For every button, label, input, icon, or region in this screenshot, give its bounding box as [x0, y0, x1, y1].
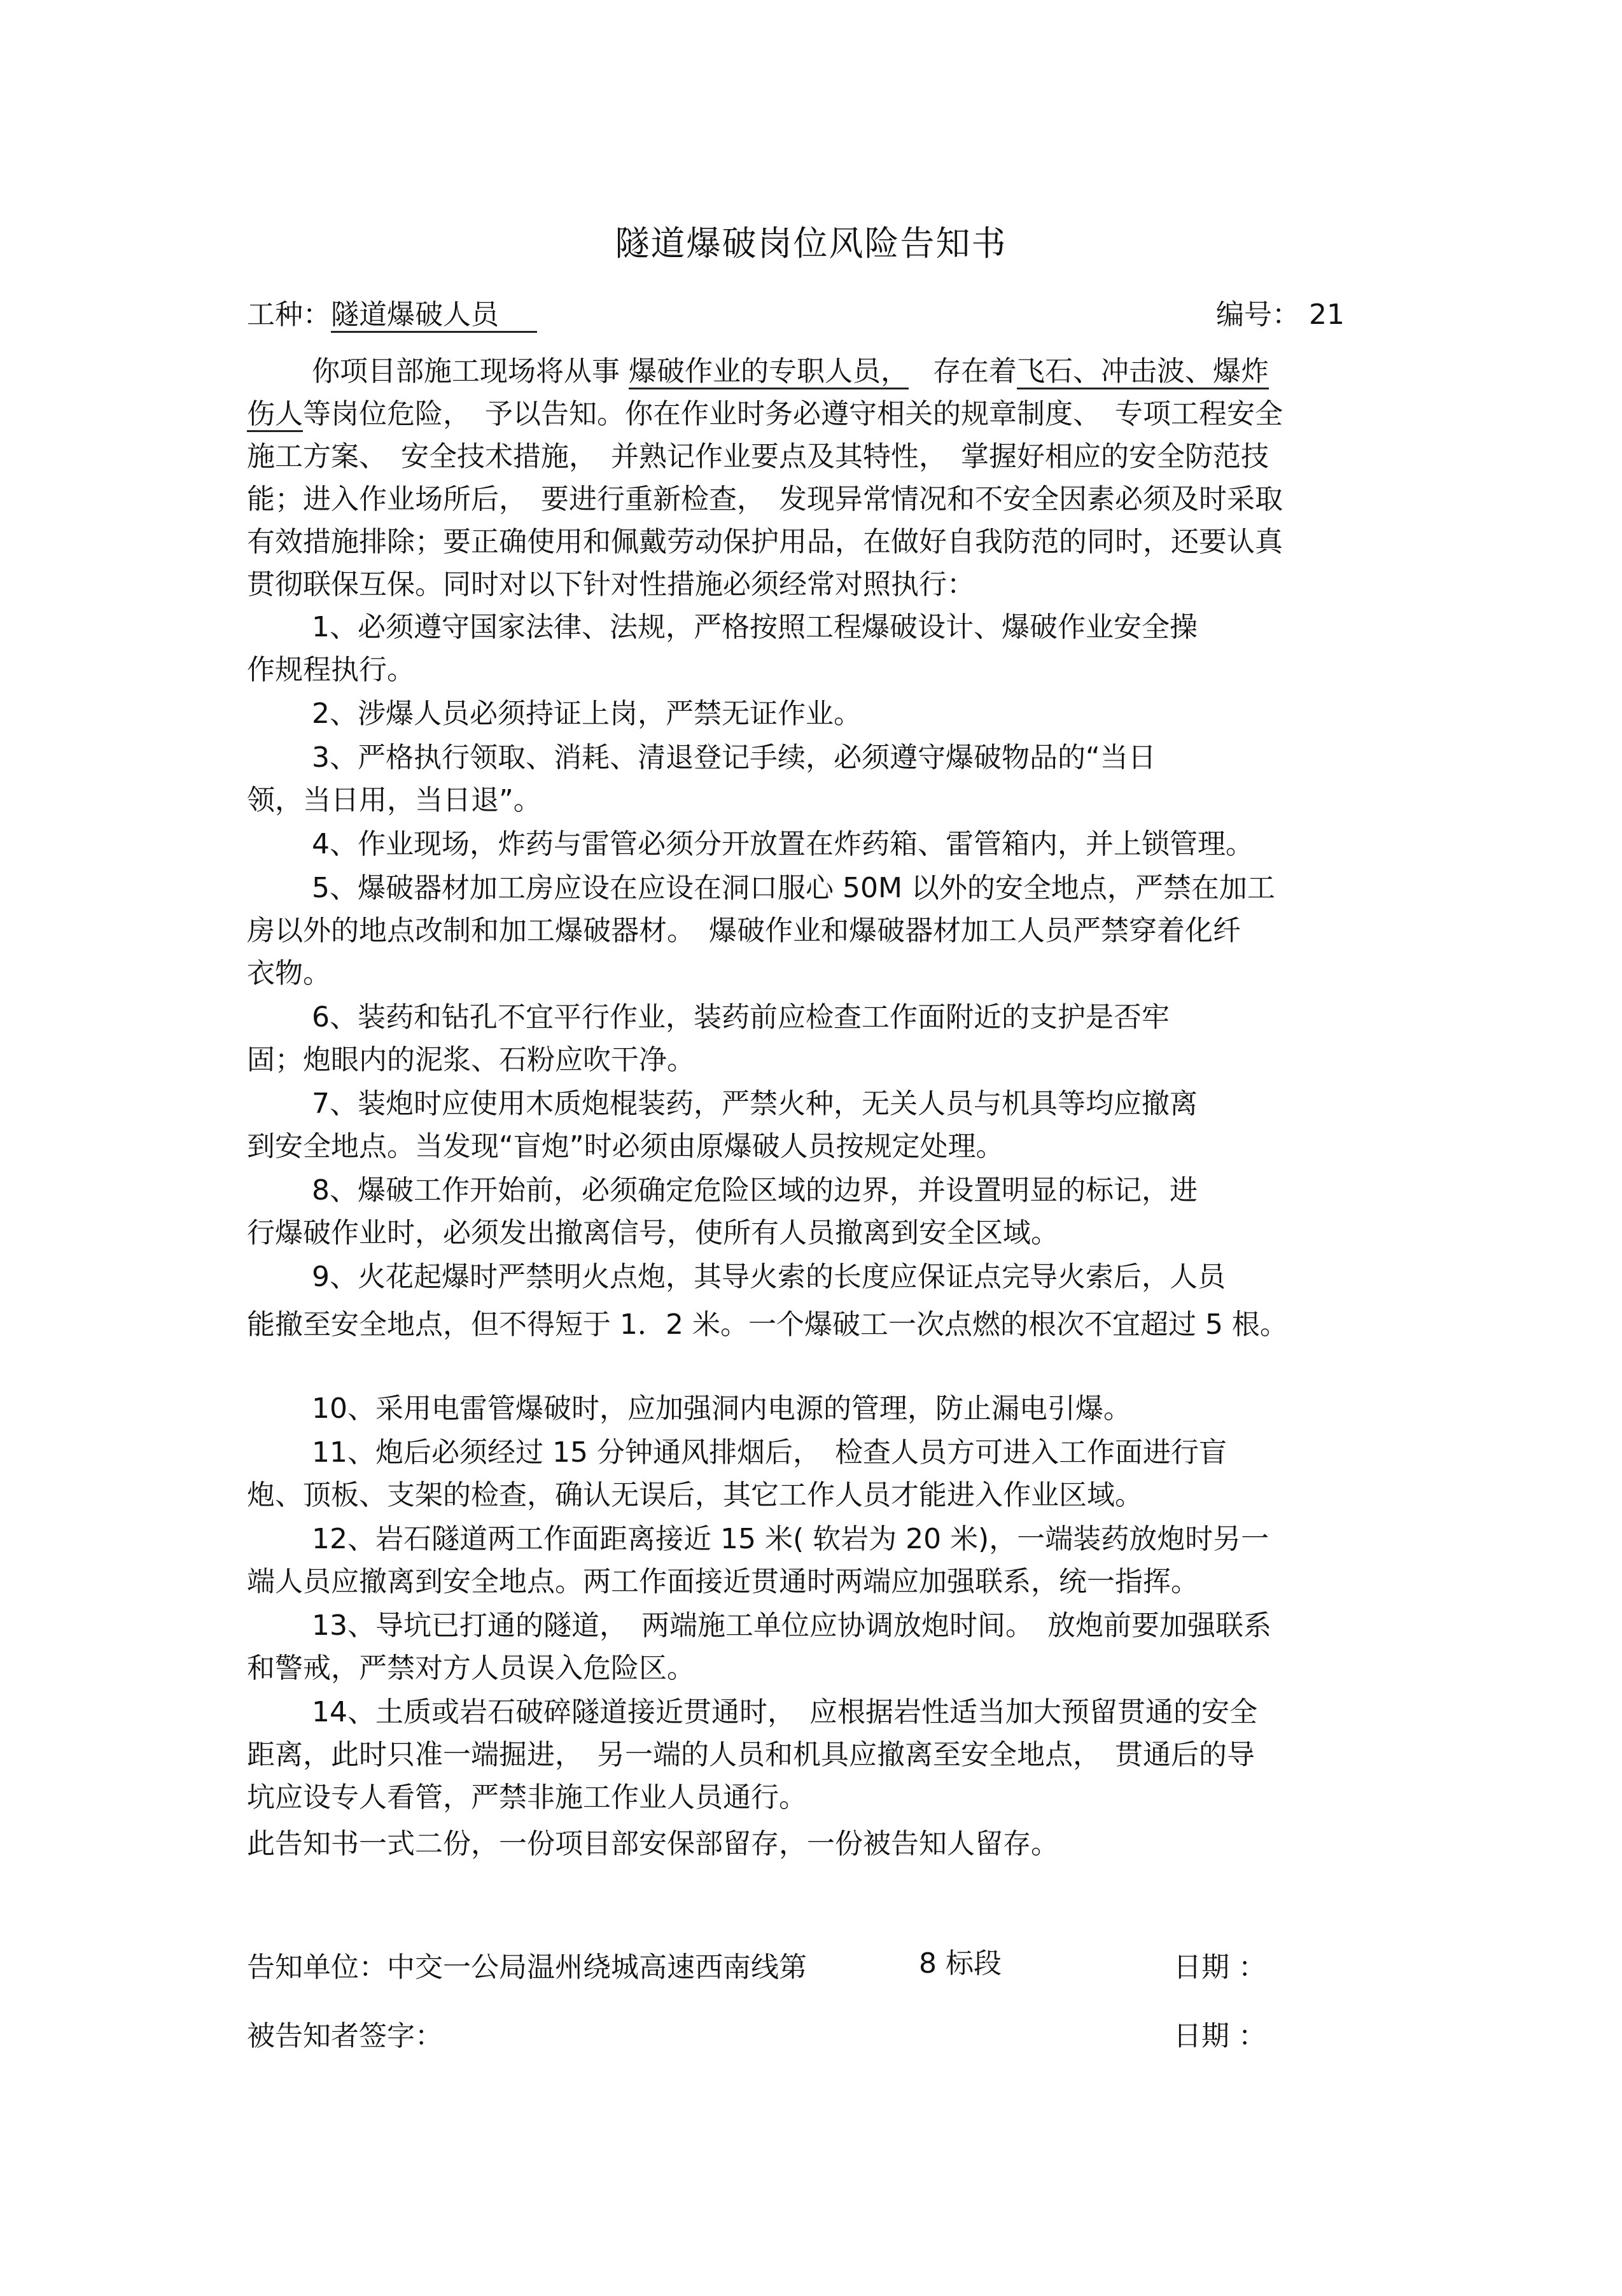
intro-text: 存在着	[933, 355, 1017, 388]
number-label: 编号：	[1216, 298, 1300, 331]
item-5-line-3: 衣物。	[247, 957, 331, 990]
item-8-line-1: 8、爆破工作开始前，必须确定危险区域的边界，并设置明显的标记，进	[312, 1174, 1198, 1207]
item-9-line-1: 9、火花起爆时严禁明火点炮，其导火索的长度应保证点完导火索后，人员	[312, 1261, 1226, 1293]
notifying-unit-row	[247, 1949, 1380, 1987]
item-7-line-1: 7、装炮时应使用木质炮棍装药，严禁火种，无关人员与机具等均应撤离	[312, 1088, 1198, 1120]
item-3-line-1: 3、严格执行领取、消耗、清退登记手续，必须遵守爆破物品的“当日	[312, 741, 1156, 774]
item-8-line-2: 行爆破作业时，必须发出撤离信号，使所有人员撤离到安全区域。	[247, 1217, 1059, 1249]
hazard-underlined: 伤人	[247, 398, 303, 432]
job-label: 工种：	[247, 298, 331, 331]
number-field	[1216, 296, 1345, 334]
item-13-line-1: 13、导坑已打通的隧道， 两端施工单位应协调放炮时间。 放炮前要加强联系	[312, 1609, 1271, 1642]
date-label-2: 日期 ：	[1173, 2020, 1266, 2052]
date-label-1: 日期 ：	[1173, 1951, 1266, 1984]
item-10-line-1: 10、采用电雷管爆破时，应加强洞内电源的管理，防止漏电引爆。	[312, 1392, 1131, 1425]
item-6-line-1: 6、装药和钻孔不宜平行作业，装药前应检查工作面附近的支护是否牢	[312, 1001, 1170, 1033]
intro-text: 等岗位危险， 予以告知。你在作业时务必遵守相关的规章制度、 专项工程安全	[303, 398, 1283, 430]
intro-line-5: 有效措施排除；要正确使用和佩戴劳动保护用品，在做好自我防范的同时，还要认真	[247, 526, 1283, 558]
intro-line-3: 施工方案、 安全技术措施， 并熟记作业要点及其特性， 掌握好相应的安全防范技	[247, 440, 1269, 473]
notifying-unit-label: 告知单位：中交一公局温州绕城高速西南线第	[247, 1951, 807, 1984]
item-14-line-3: 坑应设专人看管，严禁非施工作业人员通行。	[247, 1781, 807, 1814]
signer-label: 被告知者签字：	[247, 2020, 443, 2052]
item-12-line-1: 12、岩石隧道两工作面距离接近 15 米( 软岩为 20 米)，一端装药放炮时另一	[312, 1523, 1269, 1555]
item-7-line-2: 到安全地点。当发现“盲炮”时必须由原爆破人员按规定处理。	[247, 1130, 1004, 1163]
job-type-underlined: 爆破作业的专职人员，	[629, 355, 909, 389]
item-12-line-2: 端人员应撤离到安全地点。两工作面接近贯通时两端应加强联系，统一指挥。	[247, 1565, 1199, 1598]
item-1-line-1: 1、必须遵守国家法律、法规，严格按照工程爆破设计、爆破作业安全操	[312, 611, 1198, 643]
item-11-line-2: 炮、顶板、支架的检查，确认无误后，其它工作人员才能进入作业区域。	[247, 1479, 1143, 1511]
header-row	[247, 296, 1380, 334]
item-11-line-1: 11、炮后必须经过 15 分钟通风排烟后， 检查人员方可进入工作面进行盲	[312, 1436, 1227, 1469]
item-5-line-1: 5、爆破器材加工房应设在应设在洞口服心 50M 以外的安全地点，严禁在加工	[312, 872, 1275, 904]
item-13-line-2: 和警戒，严禁对方人员误入危险区。	[247, 1652, 695, 1684]
intro-line-2	[247, 395, 1283, 433]
document-title: 隧道爆破岗位风险告知书	[615, 223, 1007, 263]
number-value: 21	[1309, 298, 1345, 331]
signer-row	[247, 2017, 1380, 2055]
hazard-underlined: 飞石、冲击波、爆炸	[1017, 355, 1269, 389]
item-3-line-2: 领，当日用，当日退”。	[247, 784, 542, 816]
intro-text: 你项目部施工现场将从事	[312, 355, 620, 388]
intro-line-1	[312, 353, 1269, 391]
job-value: 隧道爆破人员	[331, 298, 537, 333]
item-4-line-1: 4、作业现场，炸药与雷管必须分开放置在炸药箱、雷管箱内，并上锁管理。	[312, 828, 1254, 860]
item-6-line-2: 固；炮眼内的泥浆、石粉应吹干净。	[247, 1044, 695, 1076]
item-14-line-1: 14、土质或岩石破碎隧道接近贯通时， 应根据岩性适当加大预留贯通的安全	[312, 1696, 1257, 1728]
item-9-line-2: 能撤至安全地点，但不得短于 1．2 米。一个爆破工一次点燃的根次不宜超过 5 根。	[247, 1308, 1288, 1341]
item-1-line-2: 作规程执行。	[247, 654, 415, 686]
item-5-line-2: 房以外的地点改制和加工爆破器材。 爆破作业和爆破器材加工人员严禁穿着化纤	[247, 914, 1241, 947]
intro-line-4: 能；进入作业场所后， 要进行重新检查， 发现异常情况和不安全因素必须及时采取	[247, 483, 1283, 515]
item-2-line-1: 2、涉爆人员必须持证上岗，严禁无证作业。	[312, 697, 862, 730]
section-number: 8 标段	[919, 1947, 1002, 1980]
item-14-line-2: 距离，此时只准一端掘进， 另一端的人员和机具应撤离至安全地点， 贯通后的导	[247, 1739, 1255, 1771]
closing-statement: 此告知书一式二份，一份项目部安保部留存，一份被告知人留存。	[247, 1828, 1059, 1860]
intro-line-6: 贯彻联保互保。同时对以下针对性措施必须经常对照执行：	[247, 568, 975, 601]
